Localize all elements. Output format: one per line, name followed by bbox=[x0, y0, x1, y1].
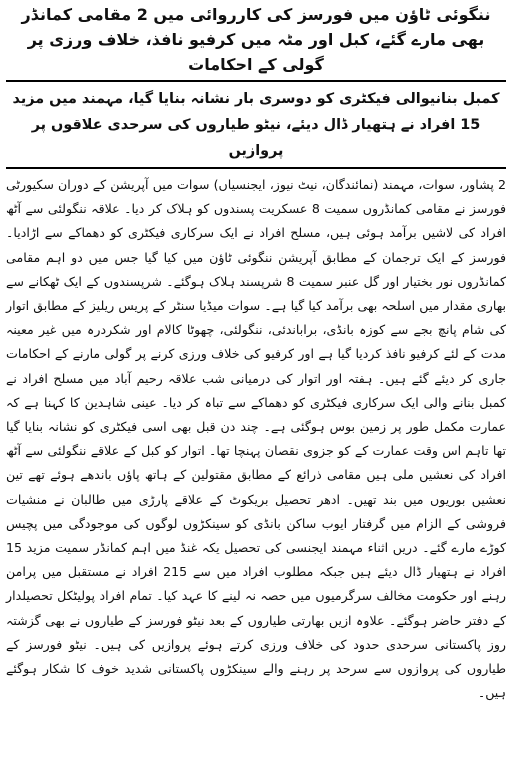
article-paragraph: 2 پشاور، سوات، مہمند (نمائندگان، نیٹ نیوز، ایجنسیاں) سوات میں آپریشن کے دوران سکیورٹی فورسز نے مقامی کمانڈروں سمیت 8 عسکریت پسندوں کو ہلاک کر دیا۔ علاقہ ننگولئی سے آٹھ افراد کی لاشیں برآمد ہوئی ہیں، مسلح افراد نے ایک سرکاری فیکٹری کو دھماکے سے اڑادیا۔ فورسز کے ایک ترجمان کے مطابق آپریشن ننگوئی ٹاؤن میں کیا گیا جس میں دو اہم مقامی کمانڈروں نور بختیار اور گل عنبر سمیت 8 شرپسند ہلاک ہوگئے۔ شرپسندوں کے ایک ٹھکانے سے بھاری مقدار میں اسلحہ بھی برآمد کیا گیا ہے۔ سوات میڈیا سنٹر کے پریس ریلیز کے مطابق اتوار کی شام پانچ بجے سے کوزہ بانڈی، براباندئی، ننگولئی، چھوٹا کالام اور شکردرہ میں غیر معینہ مدت کے لئے کرفیو نافذ کردیا گیا ہے اور کرفیو کی خلاف ورزی کرنے پر گولی مارنے کے احکامات جاری کر دیئے گئے ہیں۔ ہفتہ اور اتوار کی درمیانی شب علاقہ رحیم آباد میں مسلح افراد نے کمبل بنانے والی ایک سرکاری فیکٹری کو دھماکے سے تباہ کر دیا۔ عینی شاہدین کا کہنا ہے کہ عمارت مکمل طور پر زمین بوس ہوگئی ہے۔ چند دن قبل بھی اسی فیکٹری کو نشانہ بنایا گیا تھا تاہم اس وقت عمارت کے کو جزوی نقصان پہنچا تھا۔ اتوار کو کبل کے علاقے ننگولئی سے آٹھ افراد کی نعشیں ملی ہیں مقامی ذرائع کے مطابق مقتولین کے ہاتھ پاؤں باندھے ہوئے تھے تین نعشیں بوریوں میں بند تھیں۔ ادھر تحصیل بریکوٹ کے علاقے پارڑی میں طالبان نے منشیات فروشی کے الزام میں گرفتار ایوب ساکن بانڈی کو سینکڑوں لوگوں کی موجودگی میں پچیس کوڑے مارے گئے۔ دریں اثناء مہمند ایجنسی کی تحصیل یکہ غنڈ میں اہم کمانڈر سمیت مزید 15 افراد نے ہتھیار ڈال دیئے ہیں جبکہ مطلوب افراد میں سے 215 افراد نے مستقبل میں پرامن رہنے اور حکومت مخالف سرگرمیوں میں حصہ نہ لینے کا عہد کیا۔ تمام افراد پولیٹکل تحصیلدار کے دفتر حاضر ہوگئے۔ علاوہ ازیں بھارتی طیاروں کے بعد نیٹو فورسز کے طیاروں نے بھی گزشتہ روز پاکستانی سرحدی حدود کی خلاف ورزی کرتے ہوئے پروازیں کی ہیں۔ نیٹو فورسز کے طیاروں کی پروازوں سے سرحد پر رہنے والے سینکڑوں پاکستانی شدید خوف کا شکار ہوگئے ہیں۔ bbox=[6, 177, 507, 701]
divider-rule bbox=[6, 167, 506, 169]
divider-rule bbox=[6, 80, 506, 82]
subheadline: کمبل بنانیوالی فیکٹری کو دوسری بار نشانہ بنایا گیا، مہمند میں مزید 15 افراد نے ہتھیار ڈال دیئے، نیٹو طیاروں کی سرحدی علاقوں پر پروازیں bbox=[12, 91, 500, 159]
headline: ننگوئی ٹاؤن میں فورسز کی کارروائی میں 2 مقامی کمانڈر بھی مارے گئے، کبل اور مٹہ میں کرفیو نافذ، خلاف ورزی پر گولی کے احکامات bbox=[21, 5, 491, 74]
article-body bbox=[6, 173, 506, 705]
